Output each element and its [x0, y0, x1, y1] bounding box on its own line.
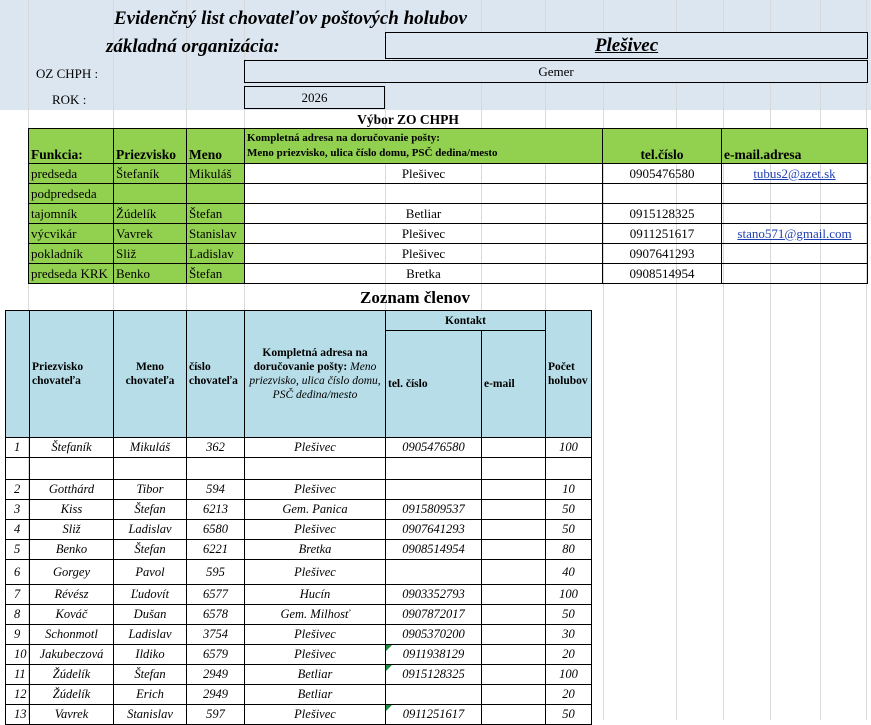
cell-cislo: 3754	[187, 625, 245, 645]
cell-cislo: 362	[187, 438, 245, 458]
vybor-tel	[603, 184, 722, 204]
cell-meno: Štefan	[114, 540, 187, 560]
cell-meno: Mikuláš	[114, 438, 187, 458]
vybor-meno: Štefan	[187, 204, 245, 224]
vybor-row[interactable]	[29, 264, 868, 284]
cell-adresa: Betliar	[245, 665, 386, 685]
cell-priezvisko: Sliž	[30, 520, 114, 540]
cell-tel-text: 0915128325	[402, 667, 465, 681]
vybor-email	[722, 184, 868, 204]
cell-meno: Štefan	[114, 500, 187, 520]
table-row[interactable]	[6, 458, 592, 480]
col-priezvisko: Priezvisko	[114, 129, 187, 164]
cell-priezvisko: Kiss	[30, 500, 114, 520]
cell-cislo: 597	[187, 705, 245, 725]
vybor-title: Výbor ZO CHPH	[357, 112, 459, 127]
table-row[interactable]	[6, 585, 592, 605]
table-row[interactable]	[6, 500, 592, 520]
cell-meno: Pavol	[114, 560, 187, 585]
cell-pocet: 100	[546, 438, 592, 458]
gridline	[820, 0, 821, 720]
cell-priezvisko: Vavrek	[30, 705, 114, 725]
org-value: Plešivec	[594, 34, 659, 56]
vybor-tel: 0907641293	[603, 244, 722, 264]
cell-pocet: 50	[546, 605, 592, 625]
vybor-funkcia: predseda KRK	[29, 264, 114, 284]
vybor-row[interactable]	[29, 244, 868, 264]
cell-pocet: 100	[546, 585, 592, 605]
org-value-cell[interactable]	[385, 32, 868, 59]
cell-tel	[386, 665, 482, 685]
cell-email	[482, 605, 546, 625]
cell-email	[482, 500, 546, 520]
cell-pocet: 20	[546, 645, 592, 665]
zoznam-header-row	[6, 311, 592, 331]
vybor-meno: Ladislav	[187, 244, 245, 264]
col-tel: tel.číslo	[603, 129, 722, 164]
cell-email	[482, 665, 546, 685]
vybor-tel: 0905476580	[603, 164, 722, 184]
vybor-row[interactable]	[29, 204, 868, 224]
table-row[interactable]	[6, 520, 592, 540]
cell-cislo: 2949	[187, 665, 245, 685]
table-row[interactable]	[6, 645, 592, 665]
col-number	[6, 311, 30, 438]
vybor-email-cell	[722, 164, 868, 184]
row-number: 10	[6, 645, 30, 665]
vybor-meno	[187, 184, 245, 204]
cell-adresa: Plešivec	[245, 560, 386, 585]
cell-tel	[386, 560, 482, 585]
vybor-funkcia: podpredseda	[29, 184, 114, 204]
col-adresa-italic: Meno priezvisko, ulica číslo domu, PSČ dedina/mesto	[249, 361, 381, 401]
cell-email	[482, 625, 546, 645]
col-meno: Meno	[187, 129, 245, 164]
vybor-adresa: Plešivec	[245, 244, 603, 264]
table-row[interactable]	[6, 625, 592, 645]
cell-adresa: Gem. Milhosť	[245, 605, 386, 625]
row-number: 3	[6, 500, 30, 520]
cell-cislo: 2949	[187, 685, 245, 705]
cell-tel-text: 0911938129	[402, 647, 465, 661]
cell-meno: Ladislav	[114, 520, 187, 540]
cell-tel: 0907872017	[386, 605, 482, 625]
rok-value-cell[interactable]	[244, 86, 385, 109]
vybor-email-cell	[722, 224, 868, 244]
cell-pocet: 50	[546, 520, 592, 540]
zoznam-table	[5, 310, 592, 725]
vybor-funkcia: tajomník	[29, 204, 114, 224]
cell-cislo: 6221	[187, 540, 245, 560]
cell-adresa: Plešivec	[245, 438, 386, 458]
vybor-tel: 0911251617	[603, 224, 722, 244]
cell-tel	[386, 645, 482, 665]
col-funkcia: Funkcia:	[29, 129, 114, 164]
rok-label: ROK :	[52, 92, 87, 107]
row-number: 1	[6, 438, 30, 458]
row-number: 5	[6, 540, 30, 560]
cell-tel: 0907641293	[386, 520, 482, 540]
col-adresa-line2: Meno priezvisko, ulica číslo domu, PSČ dedina/mesto	[247, 147, 498, 159]
vybor-funkcia: pokladník	[29, 244, 114, 264]
cell-priezvisko: Kováč	[30, 605, 114, 625]
cell-priezvisko: Benko	[30, 540, 114, 560]
cell-email	[482, 585, 546, 605]
error-indicator-icon	[386, 645, 392, 651]
vybor-priezvisko	[114, 184, 187, 204]
cell-adresa: Plešivec	[245, 625, 386, 645]
cell-pocet: 50	[546, 705, 592, 725]
table-row[interactable]	[6, 705, 592, 725]
cell-priezvisko: Štefaník	[30, 438, 114, 458]
row-number: 13	[6, 705, 30, 725]
row-number: 12	[6, 685, 30, 705]
cell-email	[482, 645, 546, 665]
row-number: 11	[6, 665, 30, 685]
vybor-email	[722, 244, 868, 264]
cell-adresa: Plešivec	[245, 480, 386, 500]
cell-adresa: Betliar	[245, 685, 386, 705]
vybor-row[interactable]	[29, 184, 868, 204]
col-meno-chovatela: Meno chovateľa	[114, 311, 187, 438]
col-adresa	[245, 129, 603, 164]
vybor-email	[722, 264, 868, 284]
vybor-meno: Stanislav	[187, 224, 245, 244]
table-row[interactable]	[6, 665, 592, 685]
vybor-adresa: Betliar	[245, 204, 603, 224]
cell-priezvisko: Žúdelík	[30, 665, 114, 685]
vybor-header-row	[29, 129, 868, 164]
table-row[interactable]	[6, 685, 592, 705]
cell-cislo: 6213	[187, 500, 245, 520]
cell-meno: Tibor	[114, 480, 187, 500]
vybor-priezvisko: Žúdelík	[114, 204, 187, 224]
col-pocet-holubov: Počet holubov	[546, 311, 592, 438]
row-number: 8	[6, 605, 30, 625]
cell-pocet: 80	[546, 540, 592, 560]
table-row[interactable]	[6, 605, 592, 625]
cell-tel	[386, 480, 482, 500]
cell-tel: 0908514954	[386, 540, 482, 560]
vybor-adresa: Plešivec	[245, 164, 603, 184]
oz-value-cell[interactable]	[244, 60, 868, 83]
cell-meno: Ildiko	[114, 645, 187, 665]
gridline	[603, 0, 604, 720]
vybor-adresa	[245, 184, 603, 204]
error-indicator-icon	[386, 665, 392, 671]
cell-adresa: Plešivec	[245, 705, 386, 725]
cell-tel: 0903352793	[386, 585, 482, 605]
cell-cislo: 6578	[187, 605, 245, 625]
cell-pocet: 100	[546, 665, 592, 685]
vybor-adresa: Bretka	[245, 264, 603, 284]
cell-email	[482, 685, 546, 705]
cell-pocet: 20	[546, 685, 592, 705]
vybor-row[interactable]	[29, 224, 868, 244]
row-number: 9	[6, 625, 30, 645]
cell-adresa: Plešivec	[245, 520, 386, 540]
vybor-email-link[interactable]: stano571@gmail.com	[737, 225, 852, 241]
cell-cislo: 594	[187, 480, 245, 500]
cell-adresa: Bretka	[245, 540, 386, 560]
vybor-row[interactable]	[29, 164, 868, 184]
row-number: 7	[6, 585, 30, 605]
cell-meno: Dušan	[114, 605, 187, 625]
cell-meno: Štefan	[114, 665, 187, 685]
cell-pocet: 50	[546, 500, 592, 520]
vybor-meno: Mikuláš	[187, 164, 245, 184]
col-e-mail: e-mail	[482, 331, 546, 438]
table-row[interactable]	[6, 540, 592, 560]
cell-tel: 0905370200	[386, 625, 482, 645]
cell-email	[482, 560, 546, 585]
sheet-title: Evidenčný list chovateľov poštových holubov	[114, 8, 467, 29]
cell-email	[482, 540, 546, 560]
col-cislo-chovatela: číslo chovateľa	[187, 311, 245, 438]
cell-priezvisko: Žúdelík	[30, 685, 114, 705]
row-number: 6	[6, 560, 30, 585]
rok-value: 2026	[301, 89, 328, 105]
cell-adresa: Plešivec	[245, 645, 386, 665]
cell-email	[482, 520, 546, 540]
col-email: e-mail.adresa	[722, 129, 868, 164]
cell-meno: Stanislav	[114, 705, 187, 725]
cell-email	[482, 705, 546, 725]
cell-tel	[386, 705, 482, 725]
cell-priezvisko: Schonmotl	[30, 625, 114, 645]
vybor-meno: Štefan	[187, 264, 245, 284]
cell-priezvisko: Gotthárd	[30, 480, 114, 500]
vybor-adresa: Plešivec	[245, 224, 603, 244]
cell-adresa: Hucín	[245, 585, 386, 605]
cell-priezvisko: Révész	[30, 585, 114, 605]
col-priezvisko-chovatela: Priezvisko chovateľa	[30, 311, 114, 438]
table-row[interactable]	[6, 560, 592, 585]
oz-label: OZ CHPH :	[36, 66, 99, 81]
vybor-priezvisko: Vavrek	[114, 224, 187, 244]
row-number: 4	[6, 520, 30, 540]
vybor-email-link[interactable]: tubus2@azet.sk	[753, 165, 836, 181]
cell-cislo: 6579	[187, 645, 245, 665]
vybor-priezvisko: Sliž	[114, 244, 187, 264]
cell-meno: Ladislav	[114, 625, 187, 645]
oz-value: Gemer	[538, 63, 574, 79]
col-kontakt: Kontakt	[386, 311, 546, 331]
vybor-email	[722, 204, 868, 224]
table-row[interactable]	[6, 438, 592, 458]
table-row[interactable]	[6, 480, 592, 500]
vybor-priezvisko: Štefaník	[114, 164, 187, 184]
cell-email	[482, 438, 546, 458]
cell-pocet: 40	[546, 560, 592, 585]
row-number: 2	[6, 480, 30, 500]
gridline	[770, 0, 771, 720]
cell-cislo: 6580	[187, 520, 245, 540]
cell-priezvisko: Jakubeczová	[30, 645, 114, 665]
col-adresa-line1: Kompletná adresa na doručovanie pošty:	[247, 132, 440, 144]
gridline	[723, 0, 724, 720]
gridline	[866, 0, 867, 720]
cell-email	[482, 480, 546, 500]
vybor-priezvisko: Benko	[114, 264, 187, 284]
cell-tel: 0915809537	[386, 500, 482, 520]
cell-meno: Erich	[114, 685, 187, 705]
cell-pocet: 30	[546, 625, 592, 645]
cell-tel	[386, 685, 482, 705]
col-tel-cislo: tel. číslo	[386, 331, 482, 438]
col-adresa-bold: Kompletná adresa na doručovanie pošty:	[253, 347, 368, 373]
cell-meno: Ľudovít	[114, 585, 187, 605]
vybor-funkcia: výcvikár	[29, 224, 114, 244]
vybor-tel: 0908514954	[603, 264, 722, 284]
cell-pocet: 10	[546, 480, 592, 500]
row-spacer	[6, 458, 30, 480]
col-adresa	[245, 311, 386, 438]
vybor-tel: 0915128325	[603, 204, 722, 224]
cell-cislo: 6577	[187, 585, 245, 605]
cell-cislo: 595	[187, 560, 245, 585]
zoznam-title: Zoznam členov	[359, 288, 471, 307]
org-label: základná organizácia:	[106, 36, 280, 57]
vybor-table	[28, 128, 868, 284]
cell-priezvisko: Gorgey	[30, 560, 114, 585]
error-indicator-icon	[386, 705, 392, 711]
cell-tel: 0905476580	[386, 438, 482, 458]
vybor-funkcia: predseda	[29, 164, 114, 184]
gridline	[676, 0, 677, 720]
cell-tel-text: 0911251617	[402, 707, 465, 721]
cell-adresa: Gem. Panica	[245, 500, 386, 520]
